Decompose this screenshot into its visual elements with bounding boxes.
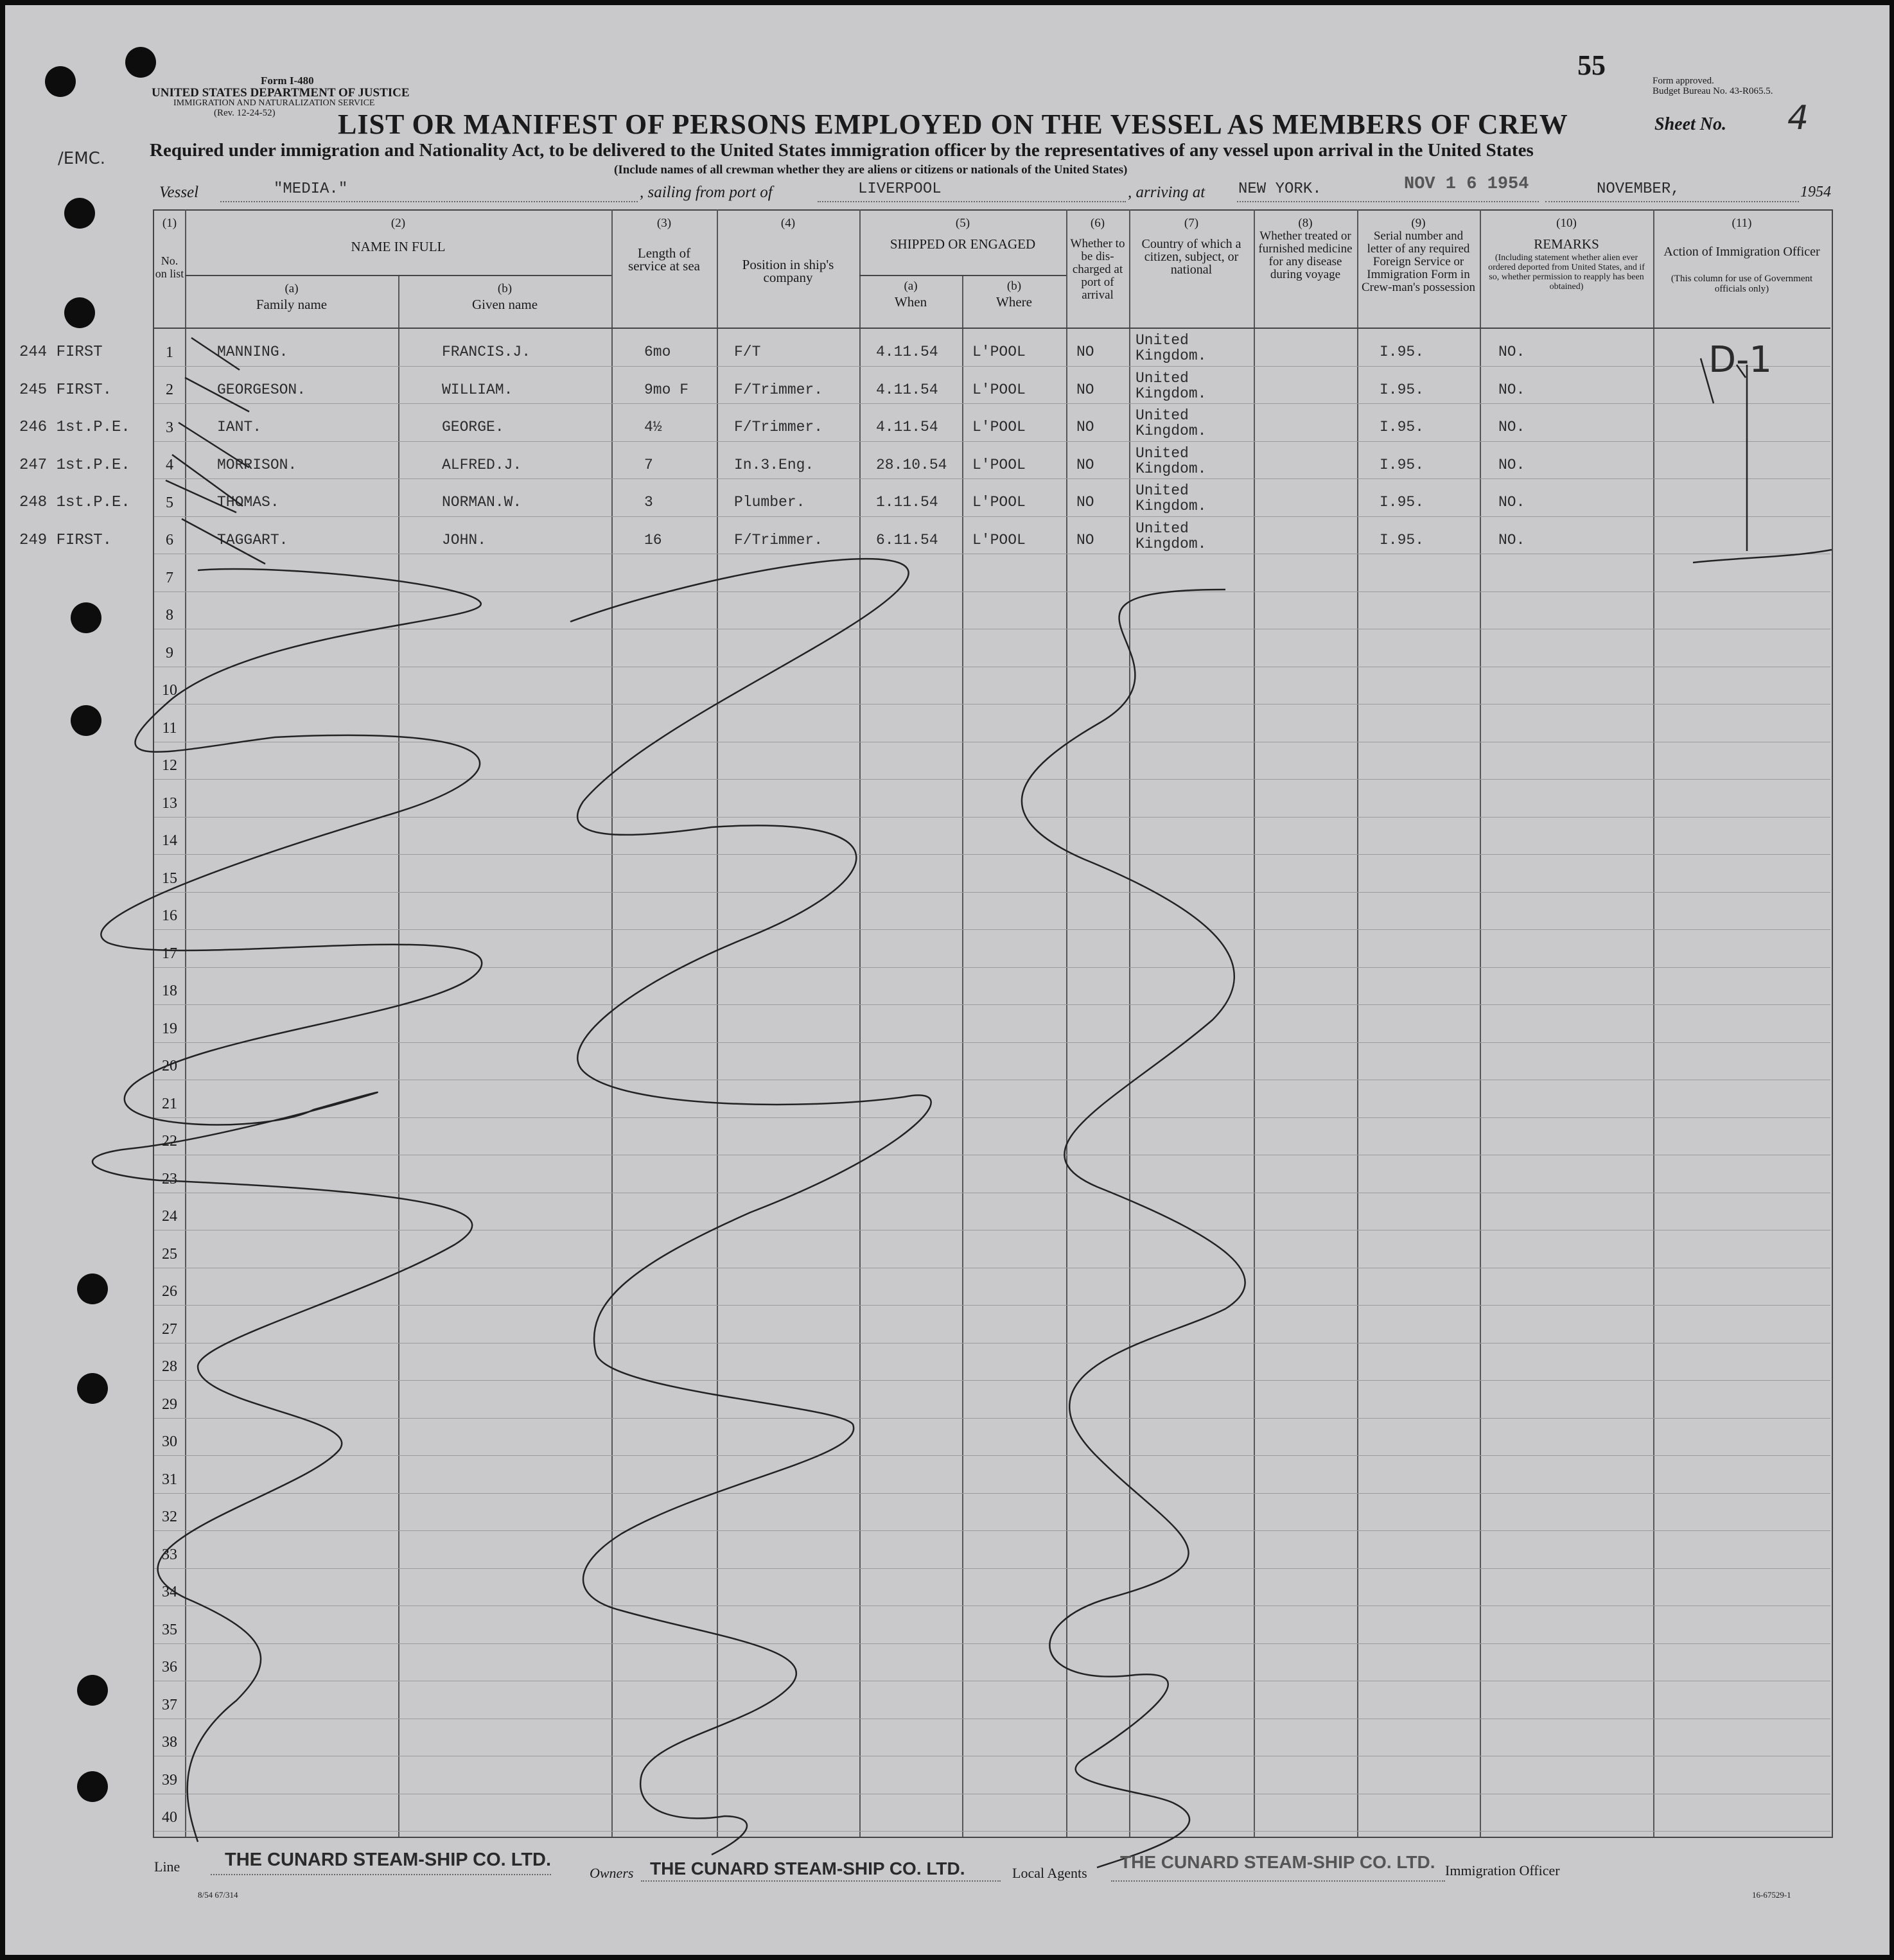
void-scribble	[5, 5, 1890, 1955]
col-discharged: Whether to be dis-charged at port of arrival	[1070, 237, 1125, 302]
crew-length-of-service: 4½	[644, 419, 662, 435]
row-number: 16	[162, 907, 177, 924]
crew-serial-form: I.95.	[1380, 381, 1425, 398]
col-num-4: (4)	[780, 216, 796, 230]
col-num-5: (5)	[955, 216, 970, 230]
sheet-number-label: Sheet No.	[1654, 114, 1726, 134]
crew-serial-form: I.95.	[1380, 344, 1425, 360]
subtitle: Required under immigration and Nationality Act, to be delivered to the United States immigration officer by the representatives of any vessel upon arrival in the United States	[150, 140, 1534, 161]
crew-country-line1: United	[1136, 520, 1189, 537]
owners-fill	[641, 1880, 1001, 1882]
crew-serial-form: I.95.	[1380, 457, 1425, 473]
col-num-7: (7)	[1184, 216, 1199, 230]
arrival-year: 1954	[1800, 184, 1831, 200]
crew-given-name: WILLIAM.	[442, 381, 513, 398]
crew-remarks: NO.	[1498, 532, 1525, 548]
row-number: 1	[166, 344, 173, 361]
crew-country-line2: Kingdom.	[1136, 423, 1207, 439]
crew-family-name: THOMAS.	[217, 494, 279, 511]
form-approved: Form approved.	[1653, 76, 1714, 86]
col-shipped-engaged: SHIPPED OR ENGAGED	[890, 236, 1036, 252]
row-number: 20	[162, 1058, 177, 1074]
margin-annotation: /EMC.	[58, 149, 106, 168]
crew-shipped-where: L'POOL	[972, 457, 1026, 473]
row-number: 31	[162, 1471, 177, 1488]
crew-shipped-where: L'POOL	[972, 344, 1026, 360]
line-label: Line	[154, 1859, 180, 1875]
crew-country-line1: United	[1136, 445, 1189, 462]
crew-length-of-service: 6mo	[644, 344, 671, 360]
row-number: 8	[166, 607, 173, 624]
crew-shipped-where: L'POOL	[972, 419, 1026, 435]
col-num-11: (11)	[1732, 216, 1752, 230]
crew-remarks: NO.	[1498, 494, 1525, 511]
col-given-name: Given name	[471, 297, 538, 312]
crew-given-name: FRANCIS.J.	[442, 344, 531, 360]
crew-shipped-where: L'POOL	[972, 494, 1026, 511]
arrival-port: NEW YORK.	[1238, 180, 1322, 198]
officer-label: Immigration Officer	[1445, 1862, 1560, 1878]
crew-given-name: JOHN.	[442, 532, 487, 548]
col-country: Country of which a citizen, subject, or national	[1141, 237, 1241, 277]
page-number: 55	[1577, 49, 1606, 81]
crew-family-name: GEORGESON.	[217, 381, 306, 398]
crew-serial-form: I.95.	[1380, 532, 1425, 548]
crew-family-name: MORRISON.	[217, 457, 297, 473]
crew-crew-ref: 247 1st.P.E.	[19, 457, 130, 474]
strike-mark	[179, 423, 249, 468]
crew-family-name: IANT.	[217, 419, 262, 435]
crew-country-line2: Kingdom.	[1136, 460, 1207, 477]
crew-remarks: NO.	[1498, 419, 1525, 435]
arrival-stamp: NOV 1 6 1954	[1404, 175, 1529, 194]
crew-position: Plumber.	[734, 494, 805, 511]
crew-given-name: ALFRED.J.	[442, 457, 522, 473]
crew-remarks: NO.	[1498, 344, 1525, 360]
strike-mark	[182, 519, 265, 564]
col-medicine: Whether treated or furnished medicine for any disease during voyage	[1258, 229, 1353, 281]
row-number: 10	[162, 682, 177, 699]
row-number: 40	[162, 1809, 177, 1826]
crew-country-line1: United	[1136, 482, 1189, 499]
crew-length-of-service: 7	[644, 457, 653, 473]
void-scribble-country	[1022, 590, 1245, 1868]
row-number: 24	[162, 1208, 177, 1225]
col-position: Position in ship's company	[742, 257, 834, 285]
col-action-officer: Action of Immigration Officer	[1663, 245, 1820, 259]
row-number: 29	[162, 1396, 177, 1413]
crew-shipped-when: 4.11.54	[876, 419, 938, 435]
row-number: 38	[162, 1734, 177, 1751]
line-name: THE CUNARD STEAM-SHIP CO. LTD.	[225, 1850, 552, 1870]
crew-country-line2: Kingdom.	[1136, 498, 1207, 514]
crew-shipped-when: 4.11.54	[876, 344, 938, 360]
printer-mark: 8/54 67/314	[198, 1890, 238, 1900]
vessel-name: "MEDIA."	[274, 180, 348, 198]
col-num-8: (8)	[1298, 216, 1313, 230]
crew-discharge: NO	[1076, 419, 1094, 435]
col-serial-number: Serial number and letter of any required Foreign Service or Immigration Form in Crew-man's possession	[1361, 229, 1476, 294]
row-number: 19	[162, 1020, 177, 1037]
strike-mark	[166, 480, 236, 512]
agents-label: Local Agents	[1012, 1865, 1087, 1881]
row-number: 21	[162, 1096, 177, 1112]
crew-discharge: NO	[1076, 494, 1094, 511]
row-number: 15	[162, 870, 177, 887]
crew-position: F/T	[734, 344, 761, 360]
row-number: 4	[166, 457, 173, 473]
col-num-10: (10)	[1556, 216, 1577, 230]
agency-service: IMMIGRATION AND NATURALIZATION SERVICE	[173, 98, 375, 108]
budget-bureau: Budget Bureau No. 43-R065.5.	[1653, 86, 1773, 96]
sailing-label: , sailing from port of	[640, 184, 773, 201]
arrival-month: NOVEMBER,	[1597, 180, 1680, 198]
officer-tick	[1693, 358, 1832, 563]
void-scribble-name	[92, 569, 482, 1842]
col-when: When	[894, 294, 927, 310]
crew-discharge: NO	[1076, 381, 1094, 398]
col-num-2: (2)	[390, 216, 406, 230]
owners-name: THE CUNARD STEAM-SHIP CO. LTD.	[650, 1859, 965, 1878]
crew-crew-ref: 248 1st.P.E.	[19, 494, 130, 511]
row-number: 36	[162, 1659, 177, 1676]
crew-shipped-when: 28.10.54	[876, 457, 947, 473]
crew-discharge: NO	[1076, 344, 1094, 360]
crew-length-of-service: 3	[644, 494, 653, 511]
crew-length-of-service: 16	[644, 532, 662, 548]
arriving-label: , arriving at	[1128, 184, 1206, 201]
row-number: 22	[162, 1133, 177, 1150]
crew-crew-ref: 245 FIRST.	[19, 381, 112, 399]
crew-position: F/Trimmer.	[734, 532, 823, 548]
col-action-note: (This column for use of Government officials only)	[1670, 274, 1813, 294]
crew-shipped-where: L'POOL	[972, 381, 1026, 398]
row-number: 17	[162, 945, 177, 962]
row-number: 26	[162, 1283, 177, 1300]
row-number: 14	[162, 832, 177, 849]
crew-crew-ref: 244 FIRST	[19, 344, 103, 361]
row-number: 7	[166, 570, 173, 586]
agency-name: UNITED STATES DEPARTMENT OF JUSTICE	[152, 86, 410, 100]
crew-shipped-when: 4.11.54	[876, 381, 938, 398]
col-family-name: Family name	[256, 297, 328, 312]
crew-family-name: MANNING.	[217, 344, 288, 360]
crew-family-name: TAGGART.	[217, 532, 288, 548]
crew-crew-ref: 246 1st.P.E.	[19, 419, 130, 436]
col-5b: (b)	[1006, 279, 1022, 293]
crew-remarks: NO.	[1498, 457, 1525, 473]
crew-shipped-when: 1.11.54	[876, 494, 938, 511]
crew-country-line2: Kingdom.	[1136, 536, 1207, 552]
crew-discharge: NO	[1076, 532, 1094, 548]
row-number: 11	[162, 720, 177, 737]
row-number: 32	[162, 1509, 177, 1525]
row-number: 37	[162, 1697, 177, 1713]
crew-country-line1: United	[1136, 370, 1189, 387]
row-number: 27	[162, 1321, 177, 1338]
crew-country-line1: United	[1136, 332, 1189, 349]
crew-shipped-where: L'POOL	[972, 532, 1026, 548]
crew-country-line1: United	[1136, 407, 1189, 424]
row-number: 30	[162, 1433, 177, 1450]
strike-mark	[191, 338, 240, 370]
col-remarks: REMARKS	[1534, 236, 1599, 252]
crew-country-line2: Kingdom.	[1136, 347, 1207, 364]
row-number: 18	[162, 983, 177, 999]
row-number: 12	[162, 757, 177, 774]
row-number: 25	[162, 1246, 177, 1263]
col-num-6: (6)	[1090, 216, 1105, 230]
row-number: 5	[166, 494, 173, 511]
strike-mark	[172, 455, 243, 506]
crew-shipped-when: 6.11.54	[876, 532, 938, 548]
crew-country-line2: Kingdom.	[1136, 385, 1207, 402]
col-remarks-note: (Including statement whether alien ever ordered deported from United States, and if so, whether permission to reapply has been obtained)	[1488, 253, 1645, 292]
row-number: 35	[162, 1622, 177, 1638]
row-number: 3	[166, 419, 173, 436]
crew-crew-ref: 249 FIRST.	[19, 532, 112, 549]
crew-position: F/Trimmer.	[734, 419, 823, 435]
row-number: 39	[162, 1772, 177, 1789]
manifest-page	[5, 5, 1890, 1955]
row-number: 13	[162, 795, 177, 812]
crew-serial-form: I.95.	[1380, 494, 1425, 511]
agents-fill	[1111, 1880, 1445, 1882]
subtitle-note: (Include names of all crewman whether they are aliens or citizens or nationals of the United States)	[614, 163, 1128, 177]
col-name-in-full: NAME IN FULL	[351, 239, 446, 254]
col-2a: (a)	[285, 282, 299, 295]
row-number: 33	[162, 1546, 177, 1563]
col-length-of-service: Length of service at sea	[628, 245, 700, 274]
crew-position: In.3.Eng.	[734, 457, 814, 473]
print-code: 16-67529-1	[1752, 1890, 1791, 1900]
crew-length-of-service: 9mo F	[644, 381, 689, 398]
agents-name: THE CUNARD STEAM-SHIP CO. LTD.	[1120, 1852, 1435, 1872]
row-number: 2	[166, 381, 173, 398]
crew-given-name: NORMAN.W.	[442, 494, 522, 511]
row-number: 23	[162, 1171, 177, 1187]
sheet-number-value: 4	[1787, 99, 1809, 137]
crew-discharge: NO	[1076, 457, 1094, 473]
col-where: Where	[996, 294, 1032, 310]
row-number: 6	[166, 532, 173, 548]
crew-serial-form: I.95.	[1380, 419, 1425, 435]
crew-remarks: NO.	[1498, 381, 1525, 398]
page-title: LIST OR MANIFEST OF PERSONS EMPLOYED ON THE VESSEL AS MEMBERS OF CREW	[338, 109, 1568, 140]
col-num-1: (1)	[162, 216, 177, 230]
row-number: 34	[162, 1584, 177, 1600]
form-number: Form I-480	[261, 74, 314, 87]
crew-given-name: GEORGE.	[442, 419, 504, 435]
row-number: 9	[166, 645, 173, 661]
col-num-9: (9)	[1411, 216, 1426, 230]
col-5a: (a)	[904, 279, 918, 293]
owners-label: Owners	[590, 1865, 634, 1881]
col-no-on-list: No. on list	[155, 254, 184, 280]
officer-disposition: D-1	[1708, 339, 1772, 381]
col-2b: (b)	[497, 282, 513, 295]
void-scribble-service	[570, 559, 931, 1855]
row-number: 28	[162, 1358, 177, 1375]
strike-mark	[185, 378, 249, 412]
vessel-label: Vessel	[159, 184, 199, 201]
crew-position: F/Trimmer.	[734, 381, 823, 398]
line-fill	[211, 1874, 551, 1875]
form-revision: (Rev. 12-24-52)	[214, 108, 276, 118]
col-num-3: (3)	[656, 216, 672, 230]
sailing-port: LIVERPOOL	[858, 180, 942, 198]
